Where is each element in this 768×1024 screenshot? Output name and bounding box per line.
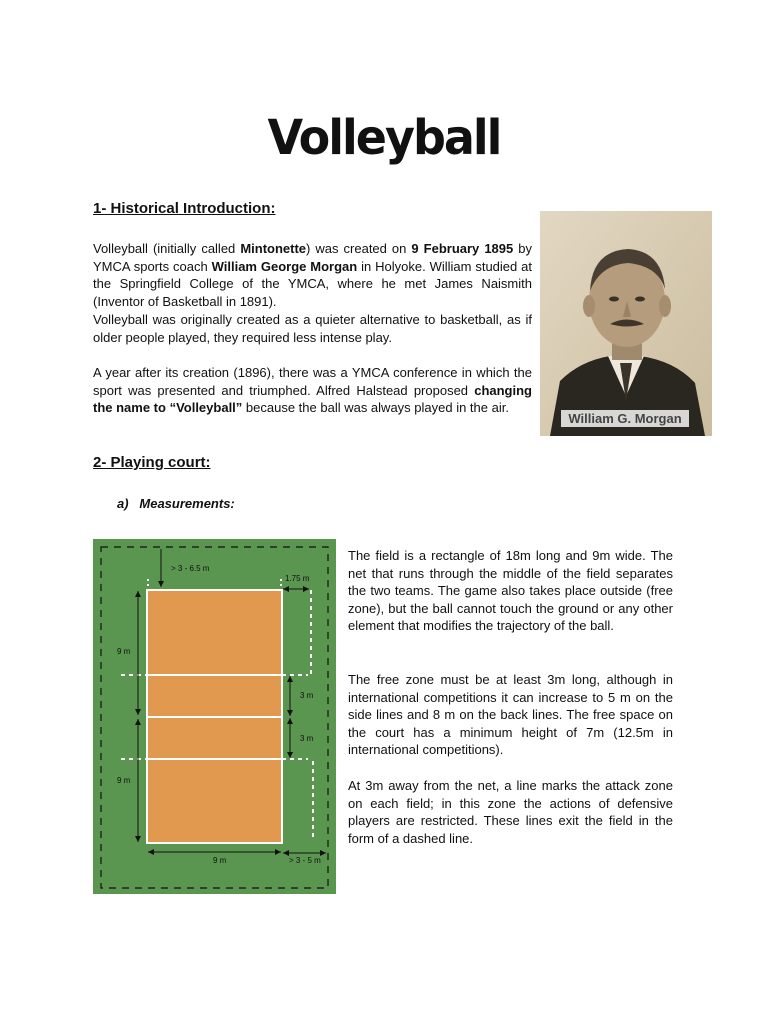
label-free-zone-side: > 3 - 5 m [289,856,321,865]
court-paragraph-3: At 3m away from the net, a line marks the attack zone on each field; in this zone the actions of defensive players are restricted. These lines exit the field in the form of a dashed line. [348,778,673,846]
label-attack-top: 3 m [300,691,314,700]
history-paragraph-3 [93,364,532,417]
text-run: changing the name to “Volleyball” [93,382,532,416]
court-diagram [93,539,336,894]
text-run: Mintonette [240,241,307,256]
label-half-bottom: 9 m [117,776,131,785]
text-run: ) was created on [306,241,412,256]
document-title: Volleyball [267,108,501,166]
label-side-free: 1.75 m [285,574,310,583]
label-free-zone-top: > 3 - 6.5 m [171,564,210,573]
history-paragraph-2: Volleyball was originally created as a quieter alternative to basketball, as if older people played, they required less intense play. [93,312,532,345]
label-half-top: 9 m [117,647,131,656]
label-attack-bottom: 3 m [300,734,314,743]
section-heading-court: 2- Playing court: [93,454,211,471]
text-run: by YMCA sports coach [93,241,533,274]
text-run: William George Morgan [211,258,358,274]
text-run: A year after its creation (1896), there was a YMCA conference in which the sport was presented and triumphed. Alfred Halstead proposed [93,365,532,398]
text-run: 9 February 1895 [411,241,514,256]
portrait-illustration [540,211,712,436]
label-width: 9 m [213,856,227,865]
text-run: because the ball was always played in the air. [242,400,509,416]
subheading-measurements: a) Measurements: [117,496,235,511]
history-paragraph-1 [93,240,532,310]
text-run: in Holyoke. William studied at the Springfield College of the YMCA, where he met James Naismith (Inventor of Basketball in 1891). [93,258,532,309]
section-heading-history: 1- Historical Introduction: [93,200,276,217]
court-paragraph-1: The field is a rectangle of 18m long and 9m wide. The net that runs through the middle of the field separates the two teams. The game also takes place outside (free zone), but the ball cannot touch the ground or any other element that modifies the trajectory of the ball. [348,548,673,634]
portrait-caption: William G. Morgan [561,410,689,427]
morgan-portrait-photo [540,211,712,436]
text-run: Volleyball (initially called [93,241,241,256]
court-paragraph-2: The free zone must be at least 3m long, although in international competitions it can increase to 5 m on the side lines and 8 m on the back lines. The free space on the court has a minimum height of 7m (12.5m in international competitions). [348,672,673,758]
